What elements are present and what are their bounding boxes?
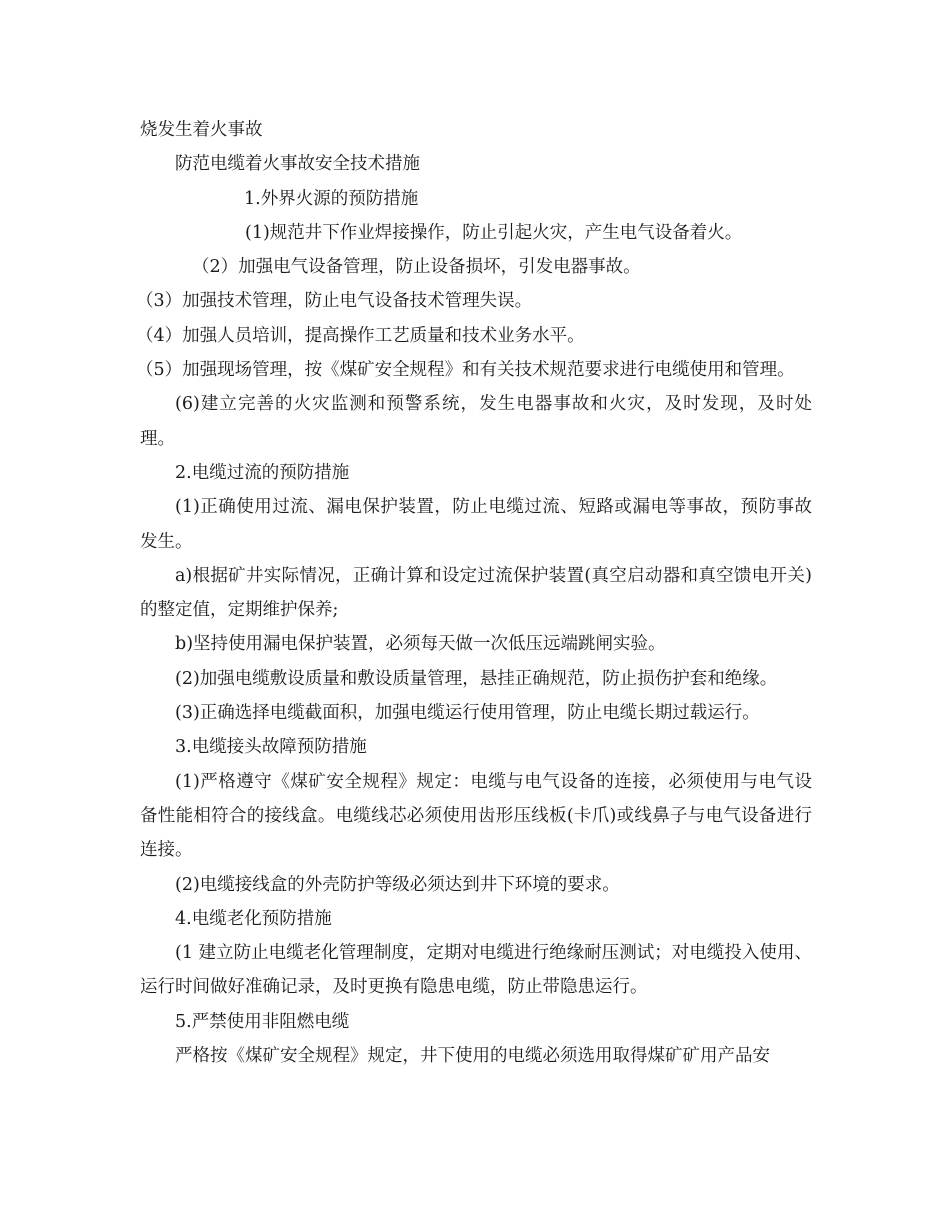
list-item-welding: (1)规范井下作业焊接操作，防止引起火灾，产生电气设备着火。 [245,222,743,243]
list-item-safety-regulations: (1)严格遵守《煤矿安全规程》规定：电缆与电气设备的连接，必须使用与电气设备性能相符合的接线盒。电缆线芯必须使用齿形压线板(卡爪)或线鼻子与电气设备进行连接。 [140,771,812,861]
list-item-staff-training: （4）加强人员培训，提高操作工艺质量和技术业务水平。 [136,325,585,346]
list-item-equipment-management: （2）加强电气设备管理，防止设备损坏，引发电器事故。 [192,257,641,278]
list-item-setting-values: a)根据矿井实际情况，正确计算和设定过流保护装置(真空启动器和真空馈电开关)的整定值，定期维护保养; [140,565,812,621]
list-item-technical-management: （3）加强技术管理，防止电气设备技术管理失误。 [136,291,533,312]
list-item-site-management: （5）加强现场管理，按《煤矿安全规程》和有关技术规范要求进行电缆使用和管理。 [136,360,795,381]
heading-aging-prevention: 4.电缆老化预防措施 [175,908,332,929]
list-item-laying-quality: (2)加强电缆敷设质量和敷设质量管理，悬挂正确规范，防止损伤护套和绝缘。 [175,668,778,689]
heading-overcurrent-prevention: 2.电缆过流的预防措施 [175,462,350,483]
heading-external-fire-source: 1.外界火源的预防措施 [244,188,419,209]
list-item-junction-box: (2)电缆接线盒的外壳防护等级必须达到井下环境的要求。 [175,874,620,895]
paragraph-regulation-requirement: 严格按《煤矿安全规程》规定，井下使用的电缆必须选用取得煤矿矿用产品安 [175,1046,770,1067]
list-item-leakage-protection: b)坚持使用漏电保护装置，必须每天做一次低压远端跳闸实验。 [175,634,666,655]
heading-joint-fault-prevention: 3.电缆接头故障预防措施 [175,737,367,758]
list-item-monitoring-system: (6)建立完善的火灾监测和预警系统，发生电器事故和火灾，及时发现，及时处理。 [140,394,812,449]
list-item-protection-devices: (1)正确使用过流、漏电保护装置，防止电缆过流、短路或漏电等事故，预防事故发生。 [140,497,812,552]
section-heading-prevention-measures: 防范电缆着火事故安全技术措施 [175,154,420,175]
list-item-aging-management: (1 建立防止电缆老化管理制度，定期对电缆进行绝缘耐压测试；对电缆投入使用、运行时间做好准确记录，及时更换有隐患电缆，防止带隐患运行。 [140,943,812,998]
paragraph-fire-accident-fragment: 烧发生着火事故 [140,120,263,140]
list-item-cross-section: (3)正确选择电缆截面积，加强电缆运行使用管理，防止电缆长期过载运行。 [175,703,760,724]
document-body [136,113,812,1073]
heading-non-flame-retardant-ban: 5.严禁使用非阻燃电缆 [175,1011,350,1032]
